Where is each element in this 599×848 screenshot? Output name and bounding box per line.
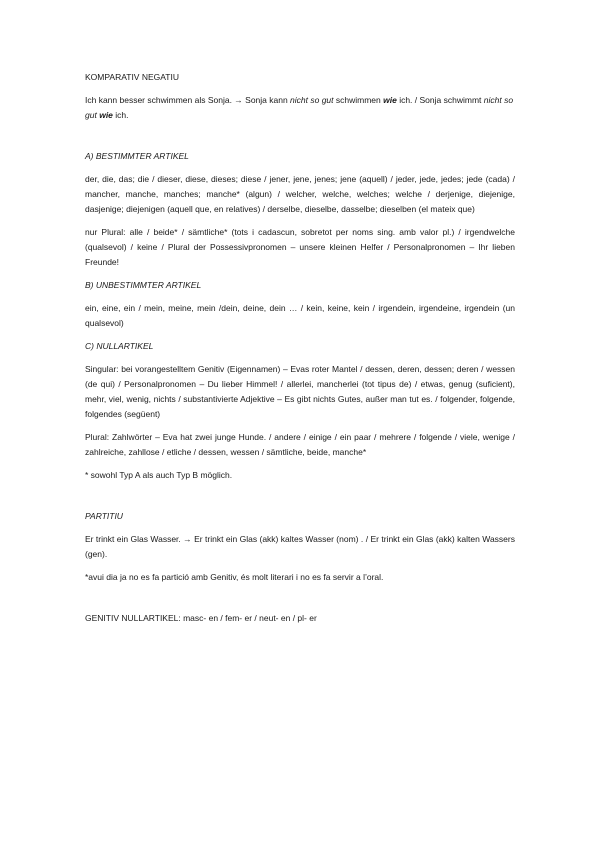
intro-paragraph — [85, 93, 515, 123]
intro-text-2: schwimmen — [333, 95, 384, 105]
section-a-para-2: nur Plural: alle / beide* / sämtliche* (tots i cadascun, sobretot per noms sing. amb valor pl.) / irgendwelche (qualsevol) / keine / Plural der Possessivpronomen – unsere kleinen Helfer / Personalpronomen – Ihr lieben Freunde! — [85, 227, 515, 267]
section-b-para-1: ein, eine, ein / mein, meine, mein /dein, deine, dein … / kein, keine, kein / irgendein, irgendeine, irgendein (un qualsevol) — [85, 303, 515, 328]
partitiu-heading: PARTITIU — [85, 511, 123, 521]
document-body — [85, 70, 515, 626]
intro-bold-2: wie — [99, 110, 113, 120]
genitiv-nullartikel-line: GENITIV NULLARTIKEL: masc- en / fem- er / neut- en / pl- er — [85, 613, 317, 623]
section-b-heading: B) UNBESTIMMTER ARTIKEL — [85, 280, 202, 290]
intro-bold-1: wie — [383, 95, 397, 105]
section-c-para-1: Singular: bei vorangestelltem Genitiv (Eigennamen) – Evas roter Mantel / dessen, deren, dessen; deren / wessen (de qui) / Personalpronomen – Du lieber Himmel! / allerlei, mancherlei (tot tipus de) / etwas, genug (suficient), mehr, viel, wenig, nichts / substantivierte Adjektive – Es gibt nichts Gutes, außer man tut es. / folgender, folgende, folgendes (següent) — [85, 364, 515, 419]
section-c-heading: C) NULLARTIKEL — [85, 341, 154, 351]
intro-text-1: Ich kann besser schwimmen als Sonja. → Sonja kann — [85, 95, 291, 105]
section-c-para-2: Plural: Zahlwörter – Eva hat zwei junge Hunde. / andere / einige / ein paar / mehrere / folgende / viele, wenige / zahlreiche, zahllose / etliche / dessen, wessen / sämtliche, beide, manche* — [85, 432, 515, 457]
intro-italic-1: nicht so gut — [290, 95, 334, 105]
intro-text-3: ich. / Sonja schwimmt — [396, 95, 484, 105]
partitiu-para-1: Er trinkt ein Glas Wasser. → Er trinkt ein Glas (akk) kaltes Wasser (nom) . / Er trinkt ein Glas (akk) kalten Wassers (gen). — [85, 534, 515, 559]
page-title: KOMPARATIV NEGATIU — [85, 72, 179, 82]
partitiu-note: *avui dia ja no es fa partició amb Genitiv, és molt literari i no es fa servir a l’oral. — [85, 572, 384, 582]
intro-text-5: ich. — [112, 110, 129, 120]
intro-italic-2: nicht so gut — [85, 95, 514, 120]
section-a-para-1: der, die, das; die / dieser, diese, dieses; diese / jener, jene, jenes; jene (aquell) / jeder, jede, jedes; jede (cada) / mancher, manche, manches; manche* (algun) / welcher, welche, welches; welche / derjenige, diejenige, dasjenige; diejenigen (aquell que, en relatives) / derselbe, dieselbe, dasselbe; dieselben (el mateix que) — [85, 174, 515, 214]
section-c-note: * sowohl Typ A als auch Typ B möglich. — [85, 470, 233, 480]
section-a-heading: A) BESTIMMTER ARTIKEL — [85, 151, 189, 161]
